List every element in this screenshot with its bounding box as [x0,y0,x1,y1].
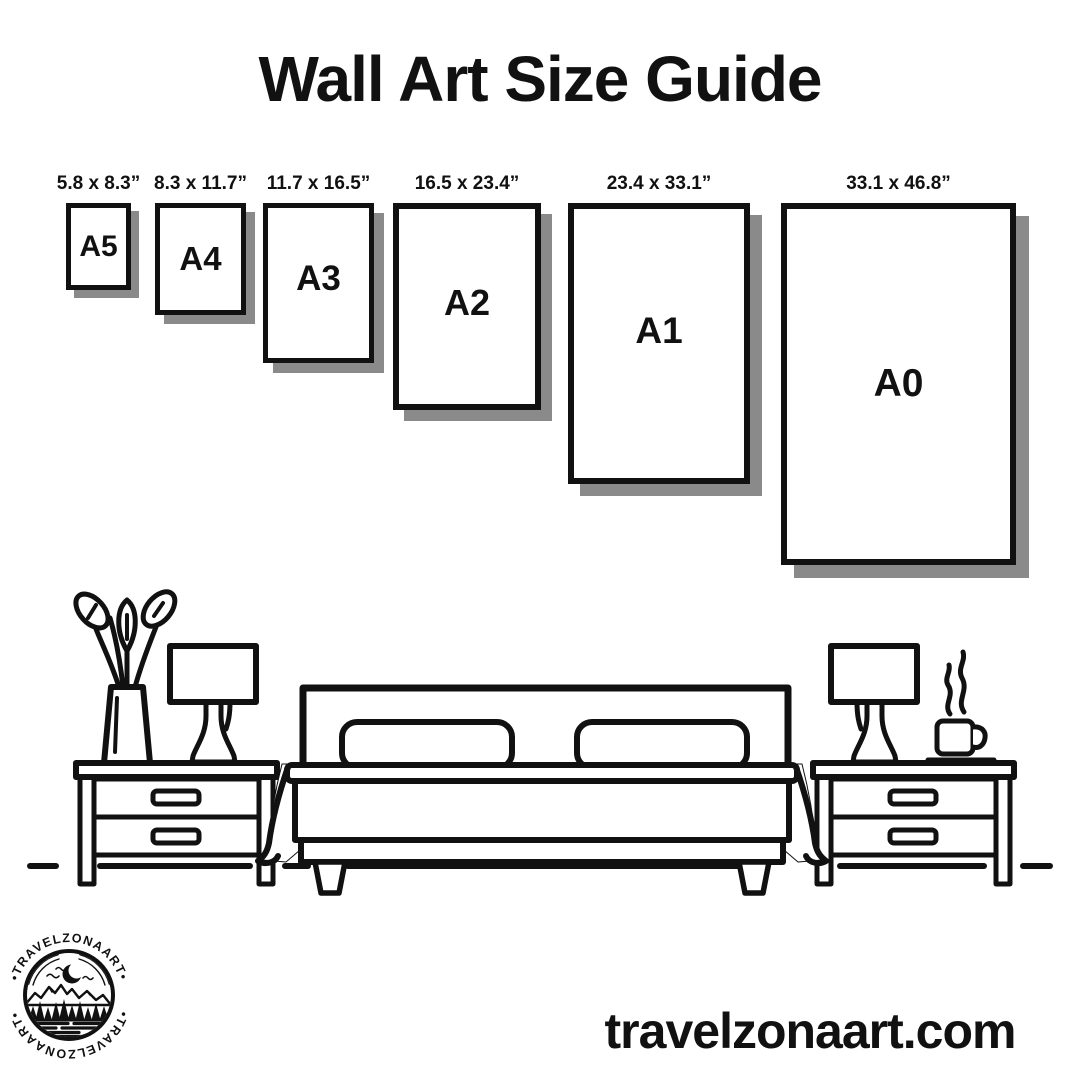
paper-size-name: A4 [179,240,222,277]
drawer-handle-icon [890,791,936,804]
paper-a0 [781,203,1016,565]
size-dimensions-label: 23.4 x 33.1” [606,173,712,194]
size-dimensions-label: 11.7 x 16.5” [266,173,371,194]
size-box-a4 [154,173,247,315]
size-dimensions-label: 33.1 x 46.8” [846,173,951,194]
bed-icon [258,688,826,893]
size-box-a5 [56,173,141,290]
size-box-a3 [263,173,374,363]
drawer-handle-icon [153,830,199,843]
page-title: Wall Art Size Guide [258,43,822,115]
size-box-a2 [393,173,541,410]
logo-badge [2,928,136,1062]
drawer-handle-icon [890,830,936,843]
size-dimensions-label: 8.3 x 11.7” [154,173,247,194]
size-box-a0 [781,173,1016,565]
size-dimensions-label: 16.5 x 23.4” [414,173,520,194]
paper-size-name: A0 [873,362,924,405]
paper-size-name: A1 [635,309,683,351]
steam-icon [947,652,964,714]
paper-size-name: A3 [296,259,341,298]
paper-size-name: A2 [443,281,491,323]
drawer-handle-icon [153,791,199,804]
paper-size-name: A5 [79,229,118,263]
table-lamp-icon [170,646,256,762]
paper-a4 [155,203,246,315]
pillow-icon [577,722,747,768]
size-box-a1 [568,173,750,484]
table-lamp-icon [831,646,917,762]
website-url: travelzonaart.com [604,1003,1016,1059]
bedroom-scene [25,578,1055,900]
pillow-icon [342,722,512,768]
coffee-cup-icon [928,652,994,760]
logo-text-top: •TRAVELZONAART• [7,930,131,983]
logo-text-bottom: •TRAVELZONAART• [7,1009,131,1062]
paper-a5 [66,203,131,290]
vase-plant-icon [70,586,181,763]
paper-a1 [568,203,750,484]
paper-a2 [393,203,541,410]
size-dimensions-label: 5.8 x 8.3” [56,173,141,194]
paper-a3 [263,203,374,363]
